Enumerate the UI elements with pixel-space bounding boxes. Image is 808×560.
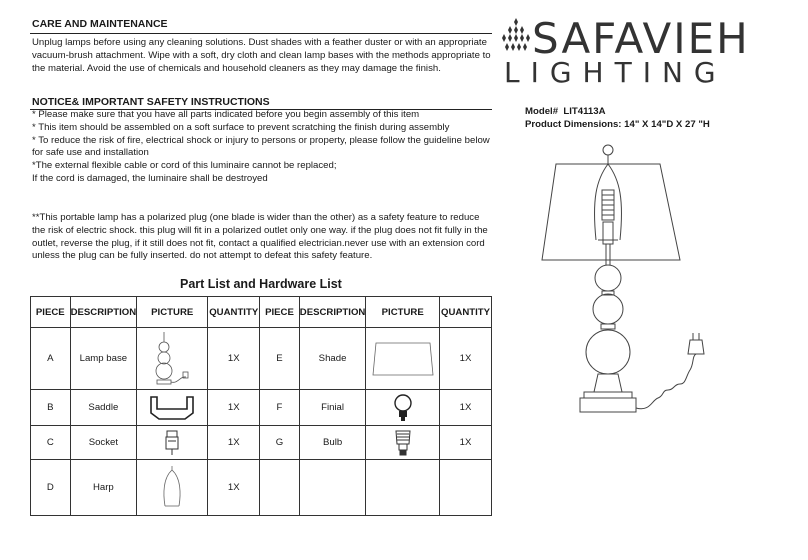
- plug-line: unless the plug can be fully inserted. do not attempt to defeat this safety feature.: [32, 250, 373, 262]
- piece-quantity: 1X: [440, 426, 492, 460]
- piece-quantity: 1X: [208, 426, 260, 460]
- safety-line: *The external flexible cable or cord of this luminaire cannot be replaced;: [32, 160, 337, 172]
- table-row: [31, 426, 492, 460]
- parts-table: [30, 296, 492, 516]
- piece-id: E: [260, 328, 300, 390]
- saddle-icon: [147, 393, 197, 423]
- dims-label: Product Dimensions:: [525, 119, 622, 130]
- piece-id: C: [31, 426, 71, 460]
- piece-picture: [366, 328, 440, 390]
- safety-line: for safe use and installation: [32, 147, 149, 159]
- table-header-row: [31, 297, 492, 328]
- piece-picture: [366, 426, 440, 460]
- piece-description: Lamp base: [70, 328, 137, 390]
- piece-description: Shade: [299, 328, 366, 390]
- header-quantity: QUANTITY: [440, 297, 492, 328]
- piece-picture: [137, 426, 208, 460]
- lamp-assembly-drawing: [540, 140, 730, 425]
- brand-subtitle: LIGHTING: [504, 56, 727, 89]
- care-heading: CARE AND MAINTENANCE: [32, 18, 168, 30]
- finial-icon: [392, 393, 414, 423]
- plug-paragraph: [32, 212, 500, 263]
- piece-picture: [137, 390, 208, 426]
- piece-id: G: [260, 426, 300, 460]
- safety-line: * Please make sure that you have all parts indicated before you begin assembly of this item: [32, 109, 420, 120]
- chandelier-logo-icon: [500, 18, 532, 54]
- safety-line: * To reduce the risk of fire, electrical shock or injury to persons or property, please follow the guideline below: [32, 134, 490, 146]
- piece-description: Bulb: [299, 426, 366, 460]
- care-line: Unplug lamps before using any cleaning solutions. Dust shades with a feather duster or with an appropriate: [32, 37, 487, 48]
- socket-icon: [162, 429, 182, 457]
- piece-id: F: [260, 390, 300, 426]
- header-picture: PICTURE: [137, 297, 208, 328]
- table-row: [31, 460, 492, 516]
- header-quantity: QUANTITY: [208, 297, 260, 328]
- safety-paragraph: [32, 109, 500, 186]
- shade-outline: [542, 164, 680, 260]
- care-rule: [30, 33, 492, 34]
- piece-quantity: 1X: [208, 328, 260, 390]
- plug-line: **This portable lamp has a polarized plug (one blade is wider than the other) as a safety feature to reduce: [32, 212, 480, 223]
- lamp-base-icon: [152, 330, 192, 388]
- model-number: [525, 105, 606, 118]
- bulb-icon: [391, 428, 415, 458]
- empty-cell: [440, 460, 492, 516]
- model-value: LIT4113A: [563, 106, 606, 117]
- product-dimensions: [525, 118, 710, 131]
- piece-id: A: [31, 328, 71, 390]
- table-row: [31, 390, 492, 426]
- empty-cell: [299, 460, 366, 516]
- piece-description: Harp: [70, 460, 137, 516]
- empty-cell: [366, 460, 440, 516]
- safety-heading: NOTICE& IMPORTANT SAFETY INSTRUCTIONS: [32, 96, 270, 108]
- piece-id: B: [31, 390, 71, 426]
- safety-line: * This item should be assembled on a soft surface to prevent scratching the finish during assembly: [32, 121, 450, 133]
- piece-id: D: [31, 460, 71, 516]
- table-row: [31, 328, 492, 390]
- care-line: vacuum-brush attachment. Wipe with a soft, dry cloth and clean lamp bases with the methods appropriate to: [32, 49, 491, 61]
- plug-line: outlet, reverse the plug, if it still does not fit, contact a qualified electrician.never use with an extension cord: [32, 237, 485, 249]
- piece-description: Socket: [70, 426, 137, 460]
- piece-picture: [137, 460, 208, 516]
- piece-description: Saddle: [70, 390, 137, 426]
- empty-cell: [260, 460, 300, 516]
- piece-picture: [137, 328, 208, 390]
- safety-line: If the cord is damaged, the luminaire shall be destroyed: [32, 172, 268, 184]
- brand-name: SAFAVIEH: [532, 14, 750, 63]
- piece-quantity: 1X: [208, 460, 260, 516]
- piece-quantity: 1X: [440, 328, 492, 390]
- care-line: the material. Avoid the use of chemicals and household cleaners as they may damage the finish.: [32, 62, 441, 74]
- piece-quantity: 1X: [208, 390, 260, 426]
- header-picture: PICTURE: [366, 297, 440, 328]
- piece-description: Finial: [299, 390, 366, 426]
- header-description: DESCRIPTION: [70, 297, 137, 328]
- care-paragraph: [32, 37, 500, 75]
- header-description: DESCRIPTION: [299, 297, 366, 328]
- shade-icon: [370, 340, 436, 378]
- header-piece: PIECE: [260, 297, 300, 328]
- harp-icon: [159, 464, 185, 512]
- parts-title: Part List and Hardware List: [180, 277, 342, 291]
- plug-line: the risk of electric shock. this plug will fit in a polarized outlet only one way. if the plug does not fit fully in the: [32, 224, 488, 236]
- model-label: Model#: [525, 106, 559, 117]
- piece-picture: [366, 390, 440, 426]
- dims-value: 14" X 14"D X 27 "H: [624, 119, 710, 130]
- header-piece: PIECE: [31, 297, 71, 328]
- piece-quantity: 1X: [440, 390, 492, 426]
